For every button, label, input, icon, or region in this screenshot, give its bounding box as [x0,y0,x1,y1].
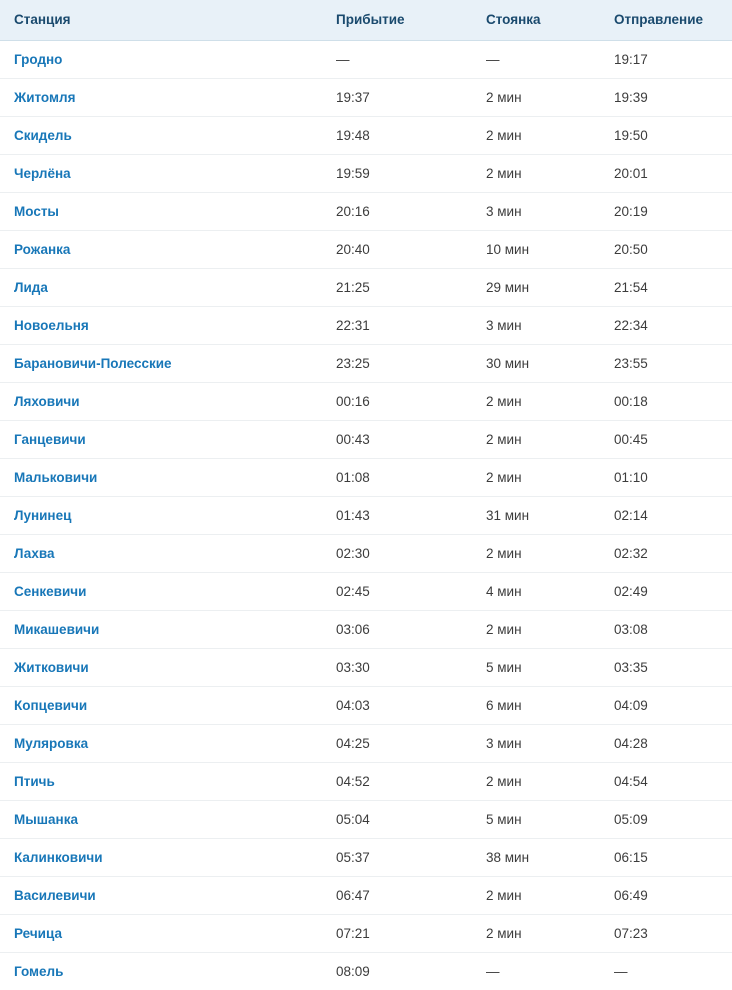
arrival-time: 01:43 [336,508,370,523]
departure-cell [614,79,732,117]
arrival-time: 20:40 [336,242,370,257]
stop-cell [486,79,614,117]
departure-cell [614,649,732,687]
station-cell[interactable] [0,79,336,117]
arrival-cell [336,193,486,231]
arrival-cell [336,649,486,687]
departure-cell [614,839,732,877]
departure-cell [614,953,732,990]
stop-duration: 29 мин [486,280,529,295]
arrival-time: 00:16 [336,394,370,409]
table-row [0,801,732,839]
arrival-time: 03:30 [336,660,370,675]
departure-cell [614,573,732,611]
table-row [0,383,732,421]
station-link[interactable]: Мосты [14,204,59,219]
arrival-cell [336,383,486,421]
stop-cell [486,383,614,421]
departure-cell [614,155,732,193]
stop-dash: — [486,52,500,67]
departure-cell [614,383,732,421]
table-row [0,421,732,459]
departure-cell [614,193,732,231]
departure-time: 21:54 [614,280,648,295]
stop-duration: 2 мин [486,546,522,561]
stop-duration: 5 мин [486,812,522,827]
arrival-cell [336,497,486,535]
departure-cell [614,725,732,763]
table-row [0,307,732,345]
station-cell[interactable] [0,573,336,611]
arrival-cell [336,459,486,497]
arrival-time: 04:25 [336,736,370,751]
departure-cell [614,535,732,573]
stop-cell [486,611,614,649]
stop-duration: 30 мин [486,356,529,371]
station-cell[interactable] [0,535,336,573]
arrival-time: 19:59 [336,166,370,181]
stop-duration: 10 мин [486,242,529,257]
departure-cell [614,345,732,383]
stop-duration: 3 мин [486,318,522,333]
stop-duration: 2 мин [486,622,522,637]
arrival-cell [336,41,486,79]
arrival-cell [336,155,486,193]
station-cell[interactable] [0,649,336,687]
table-row [0,687,732,725]
arrival-cell [336,915,486,953]
column-header-arrival: Прибытие [336,0,486,41]
departure-time: 06:49 [614,888,648,903]
arrival-cell [336,763,486,801]
table-row [0,117,732,155]
table-row [0,649,732,687]
station-link[interactable]: Лахва [14,546,54,561]
stop-cell [486,269,614,307]
table-row [0,79,732,117]
table-row [0,231,732,269]
departure-cell [614,459,732,497]
stop-duration: 31 мин [486,508,529,523]
station-cell[interactable] [0,193,336,231]
table-row [0,497,732,535]
arrival-cell [336,117,486,155]
stop-cell [486,345,614,383]
stop-cell [486,573,614,611]
arrival-time: 21:25 [336,280,370,295]
table-row [0,459,732,497]
arrival-time: 04:03 [336,698,370,713]
station-cell[interactable] [0,915,336,953]
station-cell[interactable] [0,611,336,649]
arrival-time: 00:43 [336,432,370,447]
stop-cell [486,307,614,345]
stop-duration: 2 мин [486,926,522,941]
departure-cell [614,307,732,345]
column-header-stop: Стоянка [486,0,614,41]
station-link[interactable]: Житомля [14,90,75,105]
departure-time: 02:14 [614,508,648,523]
departure-time: 20:50 [614,242,648,257]
departure-cell [614,269,732,307]
table-row [0,41,732,79]
departure-time: 19:39 [614,90,648,105]
station-cell[interactable] [0,269,336,307]
arrival-cell [336,231,486,269]
station-link[interactable]: Барановичи-Полесские [14,356,172,371]
station-link[interactable]: Мышанка [14,812,78,827]
departure-time: 04:09 [614,698,648,713]
stop-cell [486,497,614,535]
station-cell[interactable] [0,117,336,155]
station-link[interactable]: Черлёна [14,166,71,181]
stop-cell [486,421,614,459]
station-link[interactable]: Муляровка [14,736,88,751]
station-cell[interactable] [0,345,336,383]
station-link[interactable]: Микашевичи [14,622,99,637]
departure-time: 20:19 [614,204,648,219]
station-cell[interactable] [0,41,336,79]
arrival-cell [336,877,486,915]
departure-cell [614,915,732,953]
departure-time: 02:49 [614,584,648,599]
station-link[interactable]: Лунинец [14,508,71,523]
departure-time: 04:54 [614,774,648,789]
stop-duration: 2 мин [486,90,522,105]
arrival-time: 07:21 [336,926,370,941]
arrival-time: 08:09 [336,964,370,979]
table-row [0,573,732,611]
arrival-cell [336,611,486,649]
arrival-cell [336,535,486,573]
stop-cell [486,801,614,839]
departure-dash: — [614,964,628,979]
table-header-row [0,0,732,41]
station-link[interactable]: Скидель [14,128,72,143]
column-header-station: Станция [0,0,336,41]
station-cell[interactable] [0,307,336,345]
station-link[interactable]: Копцевичи [14,698,87,713]
arrival-time: 06:47 [336,888,370,903]
table-row [0,611,732,649]
stop-duration: 2 мин [486,128,522,143]
stop-cell [486,193,614,231]
departure-cell [614,41,732,79]
departure-cell [614,421,732,459]
column-header-departure: Отправление [614,0,732,41]
arrival-time: 20:16 [336,204,370,219]
departure-time: 07:23 [614,926,648,941]
station-link[interactable]: Калинковичи [14,850,103,865]
departure-time: 20:01 [614,166,648,181]
stop-duration: 5 мин [486,660,522,675]
departure-time: 22:34 [614,318,648,333]
departure-time: 19:50 [614,128,648,143]
stop-duration: 38 мин [486,850,529,865]
station-cell[interactable] [0,497,336,535]
table-row [0,269,732,307]
stop-duration: 2 мин [486,166,522,181]
arrival-cell [336,269,486,307]
table-row [0,155,732,193]
stop-duration: 3 мин [486,204,522,219]
table-row [0,915,732,953]
arrival-time: 02:30 [336,546,370,561]
departure-time: 03:35 [614,660,648,675]
station-cell[interactable] [0,877,336,915]
arrival-cell [336,687,486,725]
departure-cell [614,801,732,839]
station-cell[interactable] [0,459,336,497]
stop-cell [486,953,614,990]
station-link[interactable]: Ляховичи [14,394,80,409]
table-row [0,953,732,990]
stop-cell [486,41,614,79]
arrival-time: 05:04 [336,812,370,827]
arrival-cell [336,801,486,839]
station-cell[interactable] [0,725,336,763]
table-body [0,41,732,990]
station-link[interactable]: Ганцевичи [14,432,86,447]
stop-duration: 2 мин [486,432,522,447]
stop-cell [486,763,614,801]
stop-cell [486,117,614,155]
departure-time: 00:18 [614,394,648,409]
station-link[interactable]: Лида [14,280,48,295]
departure-time: 05:09 [614,812,648,827]
arrival-cell [336,953,486,990]
table-row [0,535,732,573]
station-link[interactable]: Житковичи [14,660,89,675]
stop-duration: 2 мин [486,470,522,485]
stop-duration: 2 мин [486,774,522,789]
arrival-cell [336,421,486,459]
stop-duration: 2 мин [486,394,522,409]
station-cell[interactable] [0,801,336,839]
station-cell[interactable] [0,687,336,725]
stop-duration: 4 мин [486,584,522,599]
station-cell[interactable] [0,763,336,801]
table-row [0,193,732,231]
arrival-time: 23:25 [336,356,370,371]
departure-time: 01:10 [614,470,648,485]
stop-duration: 3 мин [486,736,522,751]
departure-time: 06:15 [614,850,648,865]
stop-cell [486,877,614,915]
departure-time: 19:17 [614,52,648,67]
departure-cell [614,611,732,649]
station-cell[interactable] [0,155,336,193]
table-row [0,345,732,383]
arrival-cell [336,345,486,383]
arrival-time: 19:37 [336,90,370,105]
table-row [0,877,732,915]
stop-cell [486,155,614,193]
stop-cell [486,725,614,763]
station-link[interactable]: Гомель [14,964,63,979]
station-link[interactable]: Сенкевичи [14,584,86,599]
arrival-time: 02:45 [336,584,370,599]
station-link[interactable]: Гродно [14,52,62,67]
stop-cell [486,839,614,877]
station-cell[interactable] [0,953,336,990]
departure-cell [614,497,732,535]
stop-cell [486,687,614,725]
table-row [0,725,732,763]
station-link[interactable]: Птичь [14,774,55,789]
arrival-time: 03:06 [336,622,370,637]
station-link[interactable]: Рожанка [14,242,70,257]
table-row [0,763,732,801]
departure-cell [614,877,732,915]
table-row [0,839,732,877]
stop-cell [486,649,614,687]
station-link[interactable]: Речица [14,926,62,941]
stop-cell [486,915,614,953]
departure-time: 23:55 [614,356,648,371]
departure-time: 04:28 [614,736,648,751]
arrival-time: 01:08 [336,470,370,485]
arrival-cell [336,573,486,611]
departure-cell [614,231,732,269]
arrival-cell [336,307,486,345]
station-cell[interactable] [0,383,336,421]
arrival-dash: — [336,52,350,67]
station-link[interactable]: Новоельня [14,318,89,333]
station-cell[interactable] [0,421,336,459]
arrival-time: 04:52 [336,774,370,789]
arrival-cell [336,839,486,877]
departure-time: 00:45 [614,432,648,447]
station-link[interactable]: Василевичи [14,888,96,903]
stop-dash: — [486,964,500,979]
arrival-time: 19:48 [336,128,370,143]
arrival-time: 22:31 [336,318,370,333]
stop-cell [486,231,614,269]
station-link[interactable]: Мальковичи [14,470,97,485]
stop-cell [486,535,614,573]
departure-time: 02:32 [614,546,648,561]
stop-cell [486,459,614,497]
arrival-cell [336,725,486,763]
station-cell[interactable] [0,231,336,269]
stop-duration: 2 мин [486,888,522,903]
arrival-cell [336,79,486,117]
departure-cell [614,763,732,801]
departure-time: 03:08 [614,622,648,637]
departure-cell [614,117,732,155]
stop-duration: 6 мин [486,698,522,713]
departure-cell [614,687,732,725]
station-cell[interactable] [0,839,336,877]
arrival-time: 05:37 [336,850,370,865]
table-header [0,0,732,41]
